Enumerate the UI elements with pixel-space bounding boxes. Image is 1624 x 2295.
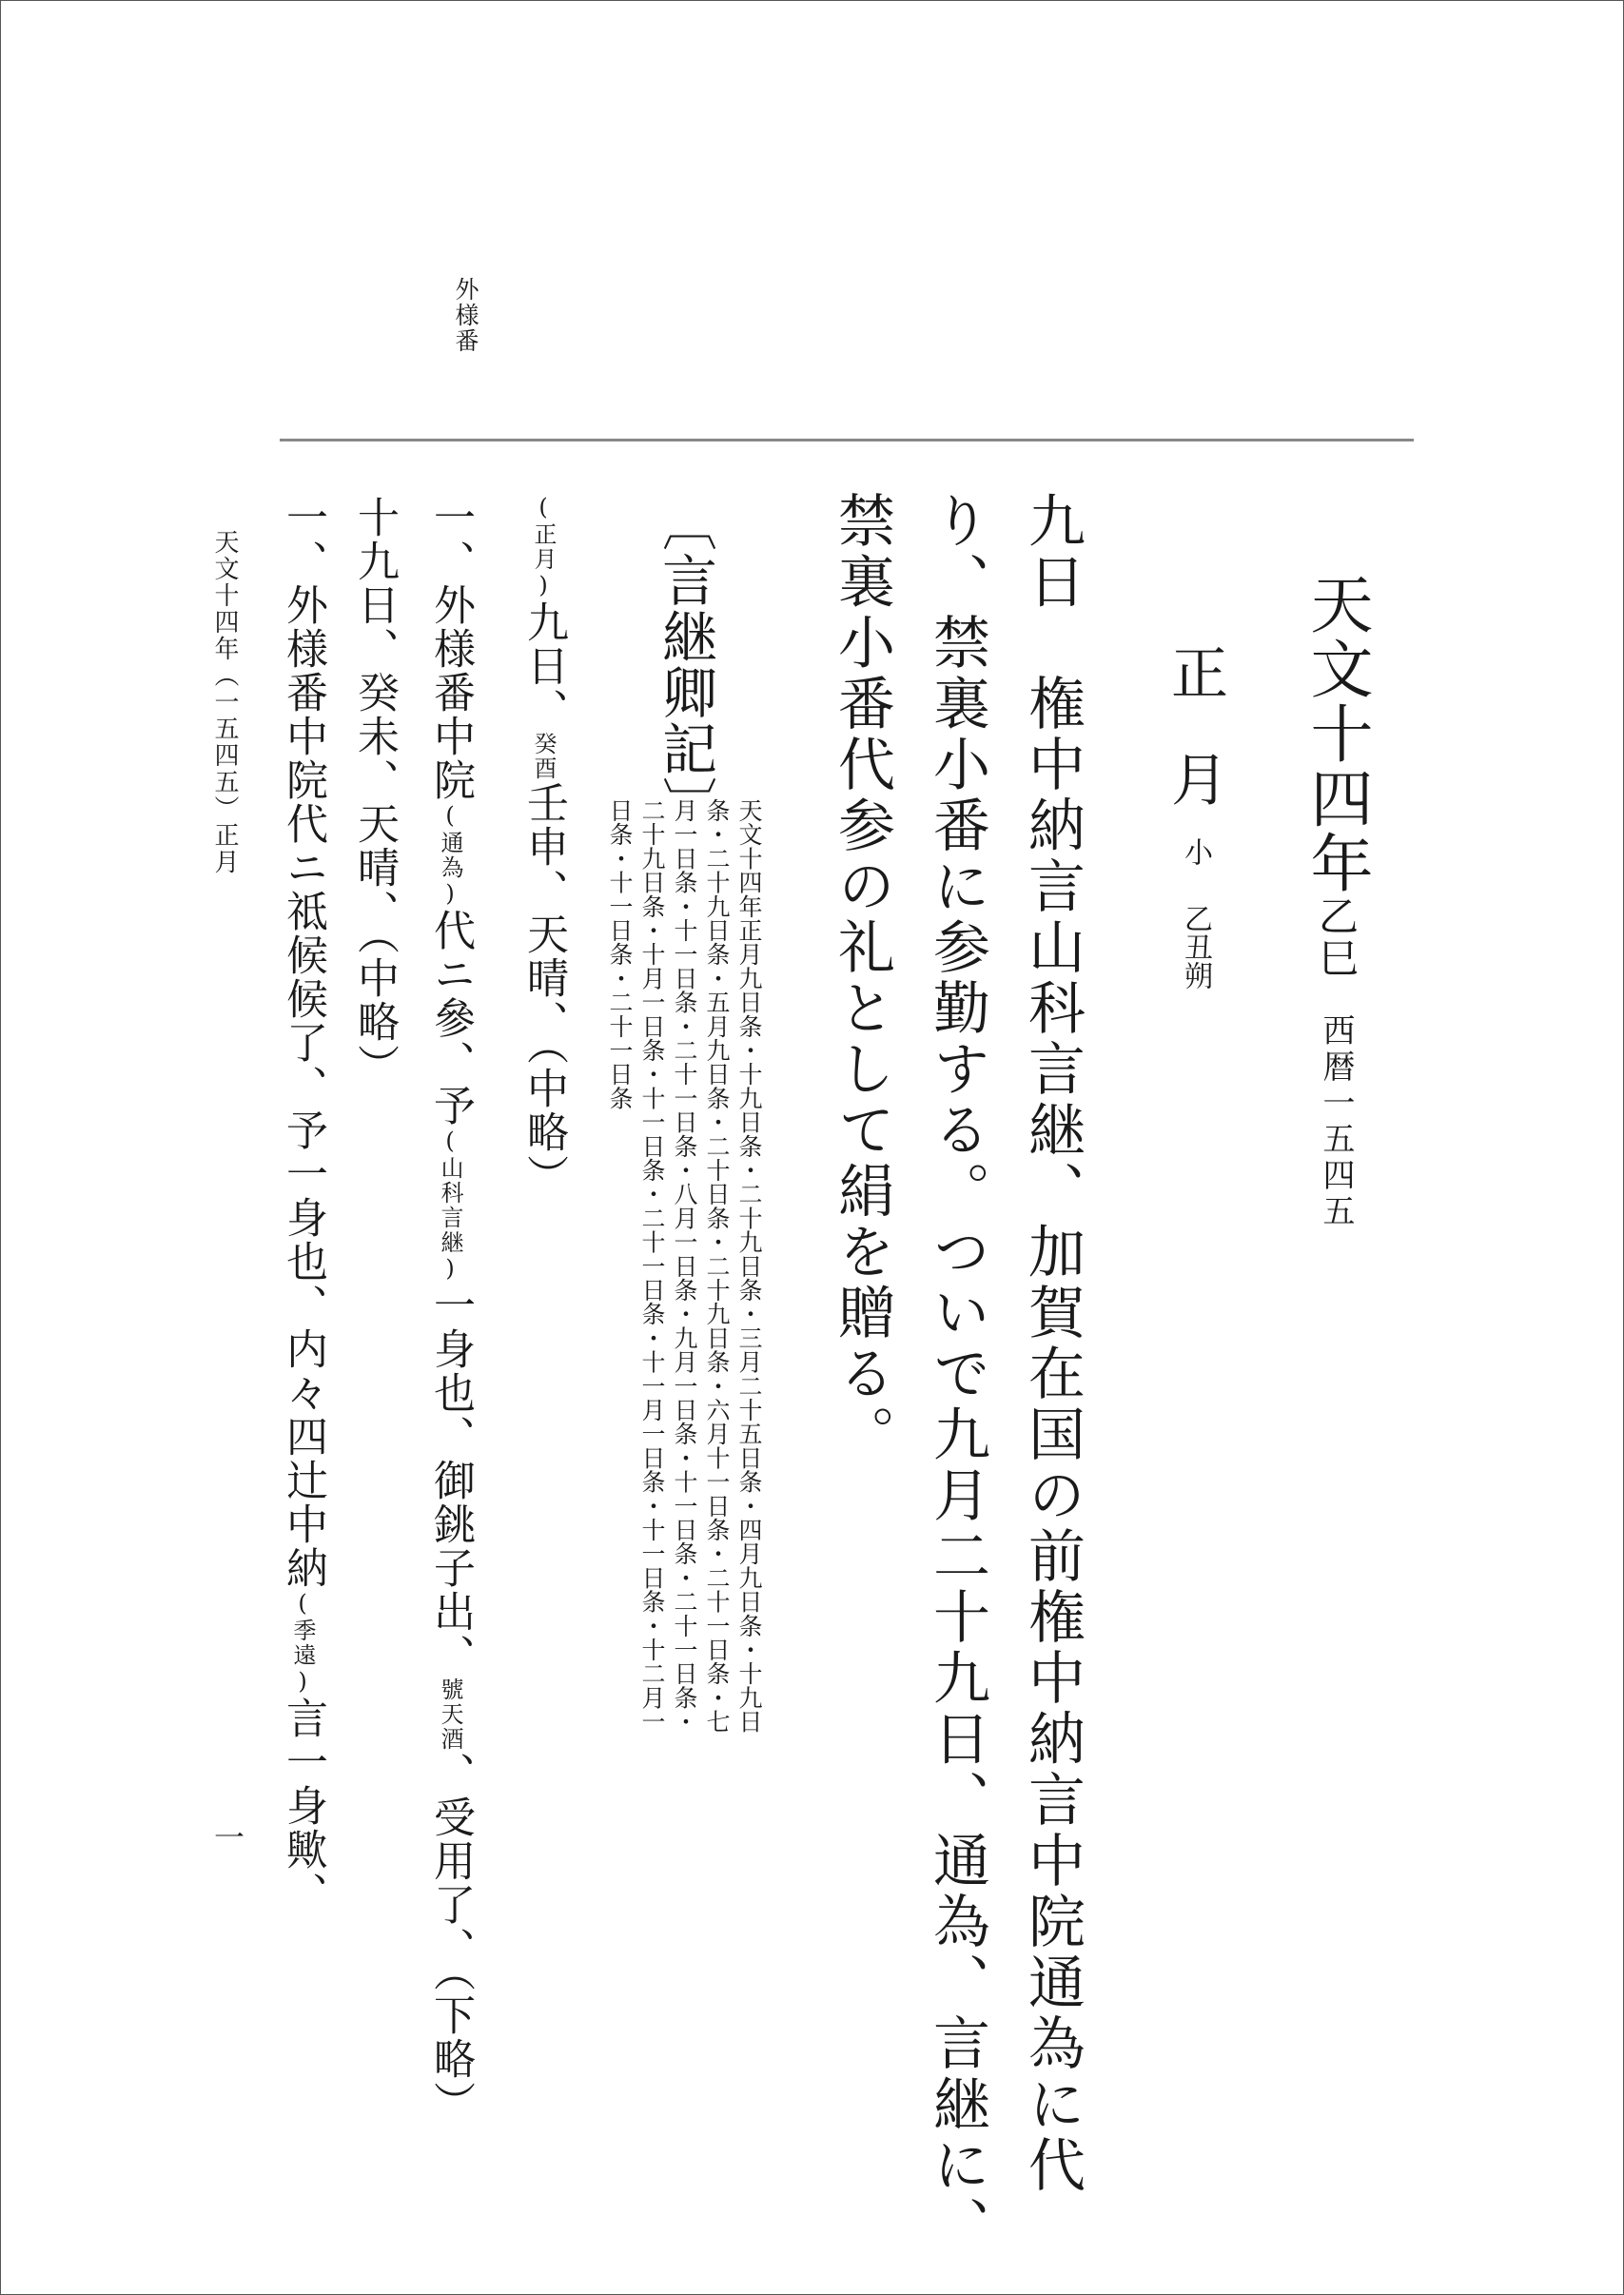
entry-text: 一、外様番中院代ニ祗候候了、予一身也、内々四辻中納 — [279, 496, 327, 1590]
diary-entry-1 — [519, 494, 568, 1198]
year-label: 天文十四年 — [1300, 572, 1373, 895]
summary-line-2: り、禁裏小番に参勤する。ついで九月二十九日、通為、言継に、 — [924, 491, 990, 2257]
annotation: (季遠) — [289, 1590, 316, 1697]
source-note-line: 日条・十一日条・二十一日条 — [606, 798, 634, 1110]
summary-line-1: 九日 権中納言山科言継、加賀在国の前権中納言中院通為に代 — [1019, 491, 1086, 2196]
header-rule — [280, 439, 1414, 441]
entry-text: 、受用了、（下略） — [426, 1752, 475, 2125]
diary-entry-4 — [279, 496, 327, 1915]
entry-text: 一身也、御銚子出、 — [426, 1284, 475, 1677]
first-day-label: 乙丑朔 — [1179, 904, 1212, 990]
ganzhi-correction: 癸酉 — [530, 732, 557, 781]
entry-text: 言一身歟、 — [279, 1697, 327, 1915]
source-note-line: 天文十四年正月九日条・十九日条・二十九日条・三月二十五日条・四月九日条・十九日 — [735, 798, 763, 1734]
era-year-heading — [1300, 572, 1373, 1230]
month-suffix: 月 — [1162, 750, 1228, 807]
month-size-label: 小 — [1179, 837, 1212, 866]
diary-entry-2 — [426, 496, 475, 2125]
sidebar-label: 外様番 — [452, 277, 479, 354]
month-heading — [1162, 643, 1228, 990]
source-note-line: 二十九日条・十月一日条・十一日条・二十一日条・十一月一日条・十一日条・十二月一 — [638, 798, 666, 1734]
entry-ganzhi: 壬申 — [519, 781, 568, 869]
diary-entry-3: 十九日、癸未、天晴、（中略） — [350, 496, 399, 1088]
source-note-line: 条・二十九日条・五月九日条・二十日条・二十九日条・六月十一日条・二十一日条・七 — [703, 798, 731, 1734]
entry-text: 一、外様番中院 — [426, 496, 475, 802]
annotation: 號天酒 — [437, 1677, 463, 1752]
annotation: (通為) — [437, 802, 463, 909]
page-number: 一 — [214, 1819, 245, 1855]
annotation: (山科言継) — [437, 1128, 463, 1284]
entry-day: 九日、 — [519, 600, 568, 732]
annotation: (正月) — [530, 494, 557, 600]
source-note-line: 月一日条・十一日条・二十一日条・八月一日条・九月一日条・十一日条・二十一日条・ — [671, 798, 698, 1734]
entry-text: 代ニ參、予 — [426, 909, 475, 1128]
source-title: 〔言継卿記〕 — [653, 496, 717, 833]
ad-year-label: 西暦一五四五 — [1317, 1013, 1355, 1230]
summary-line-3: 禁裏小番代参の礼として絹を贈る。 — [829, 491, 895, 1465]
running-head: 天文十四年（一五四五）正月 — [210, 529, 239, 875]
eto-label: 乙巳 — [1313, 895, 1360, 979]
month-label: 正 — [1162, 643, 1228, 700]
entry-text: 、天晴、（中略） — [519, 869, 568, 1198]
